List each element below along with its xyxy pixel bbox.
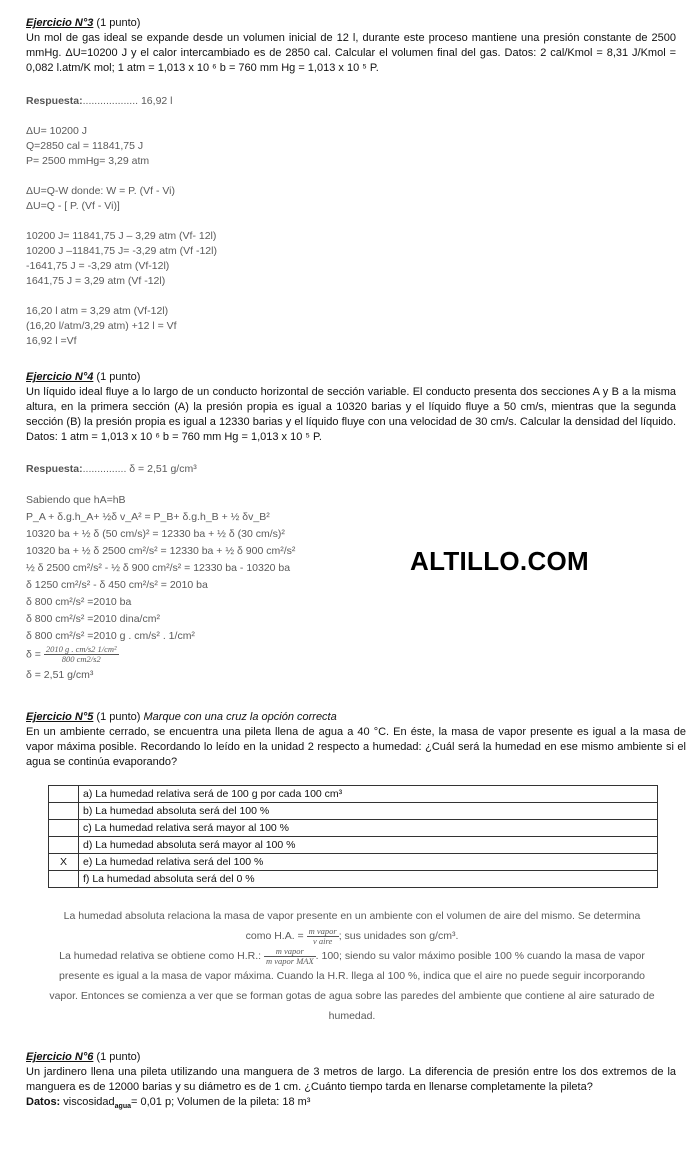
ha-frac-den: v aire (313, 935, 333, 946)
ex3-work-line: Q=2850 cal = 11841,75 J (26, 140, 144, 152)
ex6-title: Ejercicio N°6 (26, 1051, 94, 1063)
ex6-data-text2: = 0,01 p; Volumen de la pileta: 18 m³ (131, 1096, 311, 1108)
ex5-statement: En un ambiente cerrado, se encuentra una pileta llena de agua a 40 °C. En éste, la masa de vapor presente es igual a la masa de vapor máxima posible. Recordando lo leído en la unidad 2 respecto a humedad: ¿Cuál será la humedad en ese mismo ambiente si el agua se continúa evaporando? (26, 726, 686, 768)
ex3-work (26, 124, 676, 349)
ex5-exp2-b: ; sus unidades son g/cm³. (338, 930, 459, 942)
table-row (49, 803, 658, 820)
altillo-watermark: ALTILLO.COM (410, 546, 590, 576)
option-mark-cell[interactable] (49, 820, 79, 837)
option-text-cell: d) La humedad absoluta será mayor al 100 % (79, 837, 658, 854)
ex3-title: Ejercicio N°3 (26, 17, 94, 29)
ex4-work-line: P_A + δ.g.h_A+ ½δ v_A² = P_B+ δ.g.h_B + ½ δv_B² (26, 511, 270, 523)
ex5-points: (1 punto) (93, 711, 144, 723)
ex5-exp3-a: La humedad relativa se obtiene como H.R.: (59, 950, 262, 962)
ex4-work-line: δ 800 cm²/s² =2010 ba (26, 596, 132, 608)
ex3-statement: Un mol de gas ideal se expande desde un volumen inicial de 12 l, durante este proceso mantiene una presión constante de 2500 mmHg. ΔU=10200 J y el calor intercambiado es de 2850 cal. Calcular el volumen final del gas. Datos: 2 cal/Kmol = 8,31 J/Kmol = 0,082 l.atm/K mol; 1 atm = 1,013 x 10 ⁶ b = 760 mm Hg = 1,013 x 10 ⁵ P. (26, 32, 676, 74)
ex4-fraction (44, 645, 119, 664)
option-mark-cell[interactable] (49, 803, 79, 820)
ex4-work-line: ½ δ 2500 cm²/s² - ½ δ 900 cm²/s² = 12330 ba - 10320 ba (26, 562, 291, 574)
ex4-work-line: Sabiendo que hA=hB (26, 494, 126, 506)
ex4-answer-label: Respuesta: (26, 463, 83, 475)
ex4-work (26, 492, 406, 684)
ex4-heading (26, 370, 676, 385)
ex4-statement: Un líquido ideal fluye a lo largo de un conducto horizontal de sección variable. El conducto presenta dos secciones A y B a la misma altura, en la primera sección (A) la presión propia es igual a 10320 barias y el líquido fluye a 50 cm/s, mientras que la segunda sección (B) la presión propia es igual a 12330 barias y el líquido fluye con una velocidad de 30 cm/s. Calcular la densidad del líquido. Datos: 1 atm = 1,013 x 10 ⁶ b = 760 mm Hg = 1,013 x 10 ⁵ P. (26, 386, 676, 443)
ex6-heading (26, 1050, 676, 1065)
option-text-cell: e) La humedad relativa será del 100 % (79, 854, 658, 871)
ex6-data (26, 1095, 676, 1114)
ex3-answer-value: 16,92 l (140, 95, 173, 107)
ex6-data-text: viscosidad (60, 1096, 115, 1108)
ex5-heading (26, 710, 686, 725)
ex3-block (26, 16, 676, 76)
ex3-answer-label: Respuesta: (26, 95, 83, 107)
ex6-points: (1 punto) (93, 1051, 141, 1063)
ex4-final: δ = 2,51 g/cm³ (26, 669, 94, 681)
ex4-answer-dots: ............... (82, 463, 127, 475)
ex5-block (26, 710, 686, 770)
ex5-options-table (48, 785, 658, 888)
ex3-points: (1 punto) (93, 17, 141, 29)
ex3-work-line (26, 289, 676, 304)
ex3-work-line: P= 2500 mmHg= 3,29 atm (26, 155, 150, 167)
option-mark-cell[interactable] (49, 837, 79, 854)
ex3-work-line: 16,20 l atm = 3,29 atm (Vf-12l) (26, 305, 169, 317)
ex5-explanation (24, 906, 680, 1026)
ex3-work-line (26, 214, 676, 229)
ex4-work-line: 10320 ba + ½ δ 2500 cm²/s² = 12330 ba + ½ δ 900 cm²/s² (26, 545, 296, 557)
option-text-cell: c) La humedad relativa será mayor al 100 % (79, 820, 658, 837)
ex3-work-line: ΔU=Q-W donde: W = P. (Vf - Vi) (26, 185, 176, 197)
ex3-answer (26, 94, 676, 109)
option-mark-cell[interactable] (49, 871, 79, 888)
hr-frac-num: m vapor (264, 947, 316, 957)
ex3-work-line: 10200 J= 11841,75 J – 3,29 atm (Vf- 12l) (26, 230, 217, 242)
ex5-instruction: Marque con una cruz la opción correcta (143, 711, 337, 723)
ex5-exp-line: presente es igual a la masa de vapor máxima. Cuando la H.R. llega al 100 %, indica que el aire no puede seguir incorporando (58, 970, 646, 982)
ex4-frac-num: 2010 g . cm/s2 1/cm² (45, 644, 117, 654)
ex4-title: Ejercicio N°4 (26, 371, 94, 383)
ex6-block (26, 1050, 676, 1114)
ex5-exp2-a: como H.A. = (245, 930, 304, 942)
ex5-exp-line (24, 926, 680, 946)
ex5-exp3-b: . 100; siendo su valor máximo posible 100 % cuando la masa de vapor (315, 950, 645, 962)
ex3-work-line: (16,20 l/atm/3,29 atm) +12 l = Vf (26, 320, 177, 332)
hr-frac-den: m vapor MAX (265, 955, 314, 966)
option-text-cell: f) La humedad absoluta será del 0 % (79, 871, 658, 888)
ex4-fraction-line (26, 645, 406, 667)
ex4-work-line: δ 800 cm²/s² =2010 dina/cm² (26, 613, 160, 625)
ex4-points: (1 punto) (93, 371, 141, 383)
ex5-exp-line (24, 946, 680, 966)
ex3-answer-dots: ................... (82, 95, 139, 107)
ex5-exp-line: vapor. Entonces se comienza a ver que se forman gotas de agua sobre las paredes del ambiente que contiene al aire saturado de (49, 990, 655, 1002)
ex4-frac-den: 800 cm2/s2 (61, 654, 101, 664)
ex3-work-line: 10200 J –11841,75 J= -3,29 atm (Vf -12l) (26, 245, 217, 257)
ha-fraction (307, 927, 339, 946)
ex3-work-line: ΔU= 10200 J (26, 125, 88, 137)
ex4-frac-lhs: δ = (26, 648, 41, 661)
ex5-title: Ejercicio N°5 (26, 711, 94, 723)
ex3-work-line (26, 169, 676, 184)
ha-frac-num: m vapor (308, 925, 337, 936)
ex4-answer (26, 462, 676, 477)
table-row (49, 854, 658, 871)
ex5-exp-line: La humedad absoluta relaciona la masa de vapor presente en un ambiente con el volumen de aire del mismo. Se determina (63, 910, 641, 922)
ex3-work-line: ΔU=Q - [ P. (Vf - Vi)] (26, 200, 120, 212)
ex4-work-line: δ 800 cm²/s² =2010 g . cm/s² . 1/cm² (26, 630, 195, 642)
ex4-work-line: δ 1250 cm²/s² - δ 450 cm²/s² = 2010 ba (26, 579, 208, 591)
hr-fraction (264, 947, 316, 966)
ex6-statement: Un jardinero llena una pileta utilizando una manguera de 3 metros de largo. La diferencia de presión entre los dos extremos de la manguera es de 12000 barias y su diámetro es de 1 cm. ¿Cuánto tiempo tarda en llenarse completamente la pileta? (26, 1066, 676, 1093)
option-mark-cell[interactable]: X (49, 854, 79, 871)
ex4-answer-value: δ = 2,51 g/cm³ (129, 463, 197, 475)
ex5-exp-line: humedad. (328, 1010, 376, 1022)
option-mark-cell[interactable] (49, 786, 79, 803)
ex3-work-line: 1641,75 J = 3,29 atm (Vf -12l) (26, 275, 166, 287)
table-row (49, 871, 658, 888)
option-text-cell: a) La humedad relativa será de 100 g por cada 100 cm³ (79, 786, 658, 803)
ex3-work-line: -1641,75 J = -3,29 atm (Vf-12l) (26, 260, 170, 272)
ex6-data-sub: agua (114, 1103, 131, 1111)
table-row (49, 786, 658, 803)
table-row (49, 837, 658, 854)
ex3-heading (26, 16, 676, 31)
ex4-work-line: 10320 ba + ½ δ (50 cm/s)² = 12330 ba + ½ δ (30 cm/s)² (26, 528, 285, 540)
option-text-cell: b) La humedad absoluta será del 100 % (79, 803, 658, 820)
ex4-block (26, 370, 676, 445)
ex3-work-line: 16,92 l =Vf (26, 335, 77, 347)
table-row (49, 820, 658, 837)
ex6-data-label: Datos: (26, 1096, 61, 1108)
